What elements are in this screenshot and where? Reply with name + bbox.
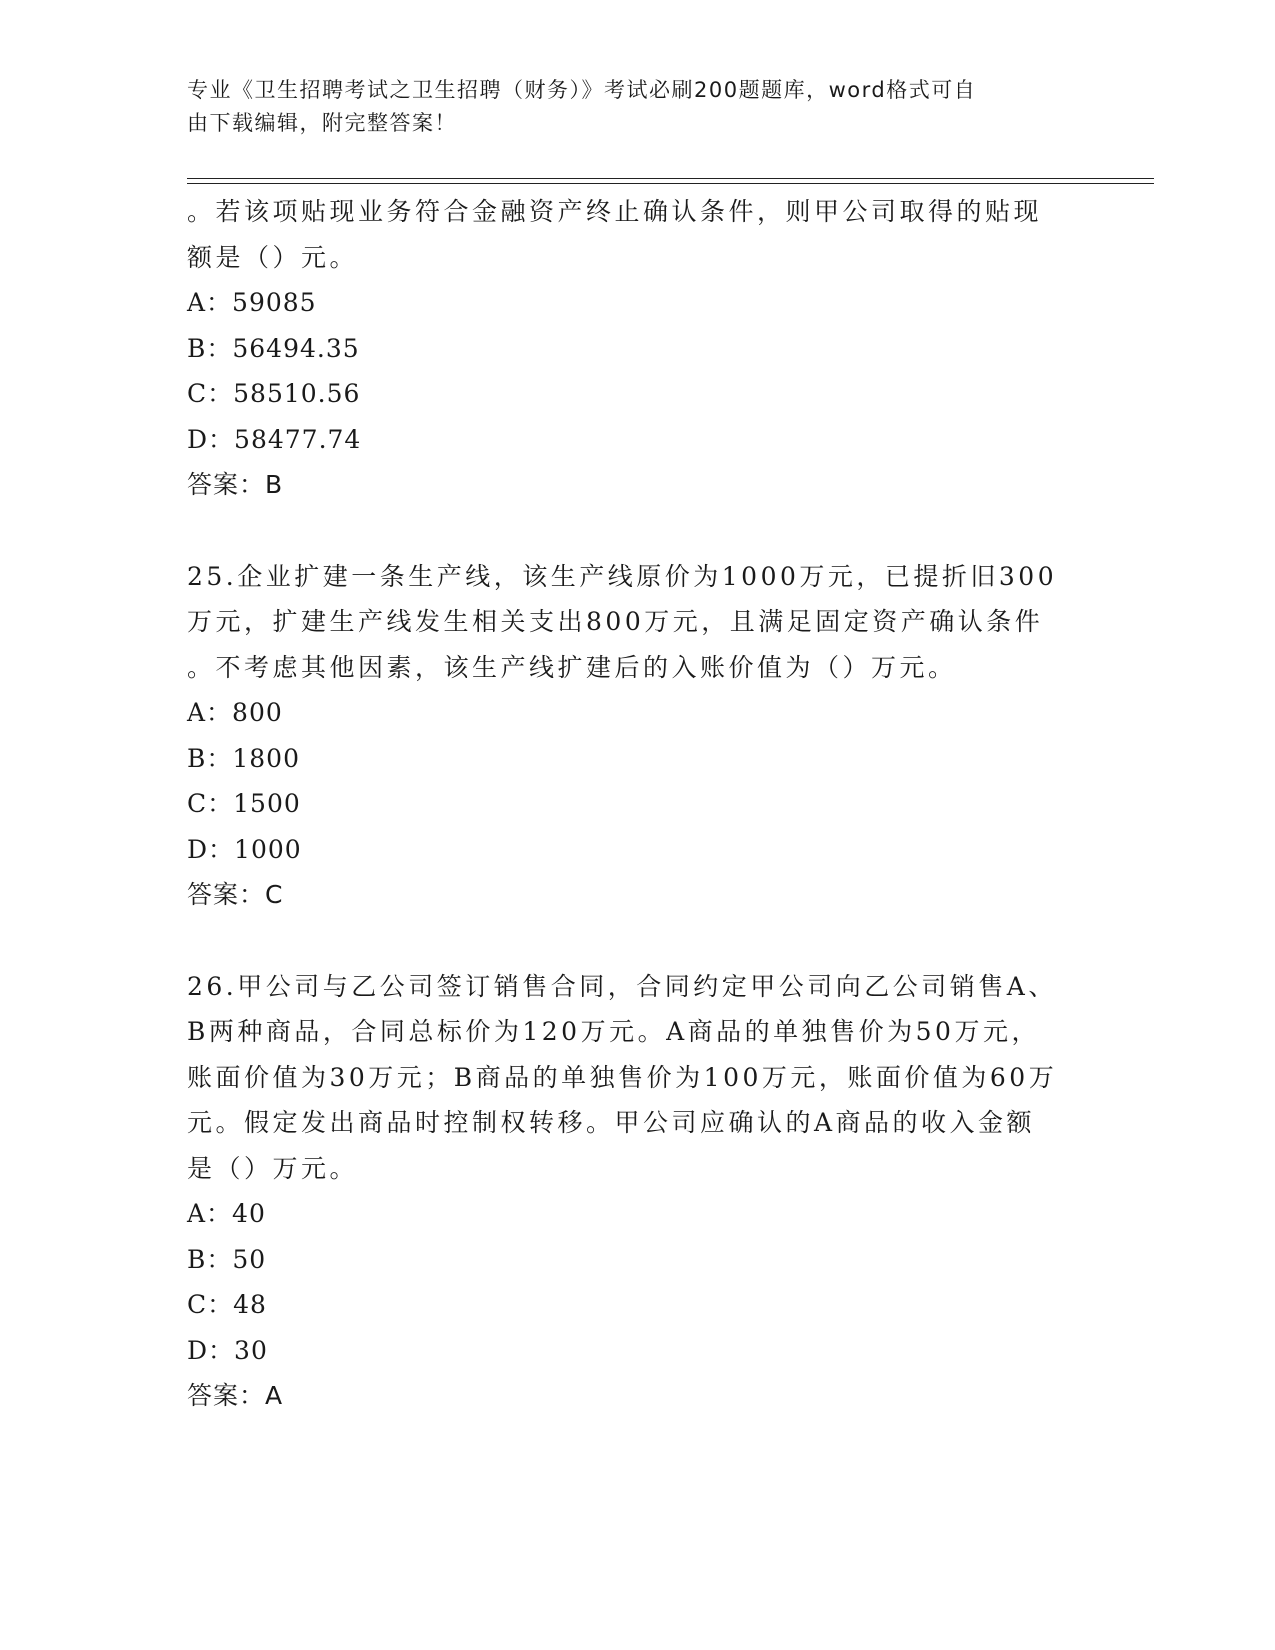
question-text-line: 。若该项贴现业务符合金融资产终止确认条件，则甲公司取得的贴现: [187, 197, 1043, 226]
option-a: A：40: [187, 1199, 266, 1228]
header-line-2: 由下载编辑，附完整答案！: [187, 111, 457, 135]
header-divider-bottom: [187, 183, 1154, 184]
header-divider-top: [187, 178, 1154, 179]
question-text-line: 万元，扩建生产线发生相关支出800万元，且满足固定资产确认条件: [187, 607, 1044, 636]
option-b: B：56494.35: [187, 333, 360, 363]
question-spacer: [187, 508, 1087, 554]
question-block: [187, 189, 1087, 508]
question-text-line: B两种商品，合同总标价为120万元。A商品的单独售价为50万元，: [187, 1017, 1040, 1046]
question-block: [187, 554, 1087, 918]
question-text-line: 26.甲公司与乙公司签订销售合同，合同约定甲公司向乙公司销售A、: [187, 971, 1057, 1001]
question-spacer: [187, 918, 1087, 964]
option-c: C：58510.56: [187, 379, 361, 408]
question-text-line: 元。假定发出商品时控制权转移。甲公司应确认的A商品的收入金额: [187, 1108, 1036, 1137]
option-d: D：30: [187, 1335, 268, 1365]
answer-line: 答案：B: [187, 470, 284, 499]
question-text-line: 25.企业扩建一条生产线，该生产线原价为1000万元，已提折旧300: [187, 561, 1058, 591]
question-text-line: 账面价值为30万元；B商品的单独售价为100万元，账面价值为60万: [187, 1062, 1058, 1092]
question-text-line: 。不考虑其他因素，该生产线扩建后的入账价值为（）万元。: [187, 652, 957, 682]
document-header: [187, 74, 1067, 140]
answer-line: 答案：C: [187, 880, 284, 909]
question-text-line: 是（）万元。: [187, 1153, 359, 1183]
option-c: C：1500: [187, 789, 301, 818]
header-line-1: 专业《卫生招聘考试之卫生招聘（财务）》考试必刷200题题库，word格式可自: [187, 78, 977, 102]
option-d: D：1000: [187, 834, 302, 864]
option-d: D：58477.74: [187, 424, 362, 454]
option-b: B：1800: [187, 743, 300, 773]
option-b: B：50: [187, 1244, 267, 1274]
option-c: C：48: [187, 1290, 267, 1319]
question-block: [187, 964, 1087, 1419]
question-list: [187, 189, 1087, 1419]
option-a: A：800: [187, 698, 283, 727]
answer-line: 答案：A: [187, 1381, 284, 1410]
question-text-line: 额是（）元。: [187, 242, 359, 272]
option-a: A：59085: [187, 288, 317, 317]
